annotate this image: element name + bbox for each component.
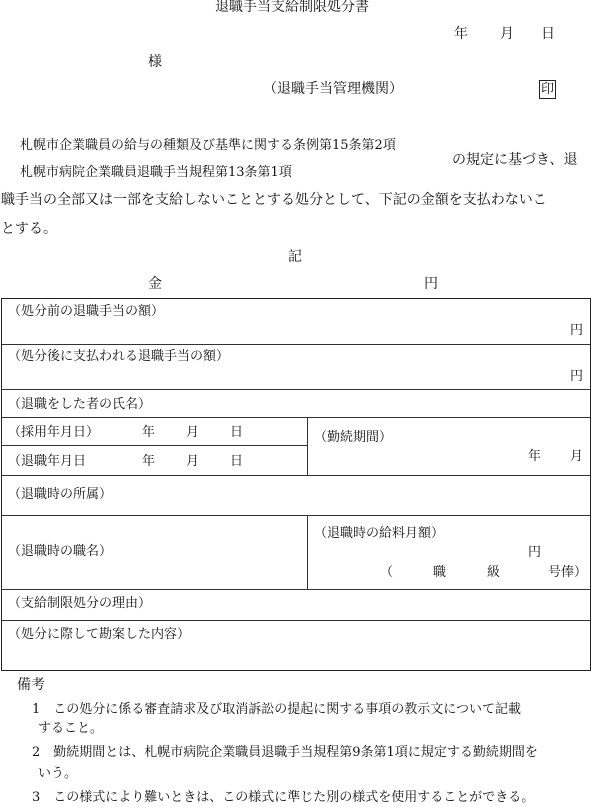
- salary-unit: 円: [528, 545, 542, 560]
- note-3: 3 この様式により難いときは、この様式に準じた別の様式を使用することができる。: [32, 790, 535, 805]
- service-period-label: （勤続期間）: [314, 430, 393, 445]
- retire-month-label: 月: [186, 454, 200, 469]
- addressee-suffix: 様: [148, 54, 162, 70]
- ordinance-line-1: 札幌市企業職員の給与の種類及び基準に関する条例第15条第2項: [20, 138, 396, 153]
- salary-label: （退職時の給料月額）: [314, 526, 445, 541]
- reason-label: （支給制限処分の理由）: [8, 596, 152, 611]
- ordinance-line-2: 札幌市病院企業職員退職手当規程第13条第1項: [20, 165, 292, 180]
- retire-year-label: 年: [142, 454, 156, 469]
- note-2-line-1: 2 勤続期間とは、札幌市病院企業職員退職手当規程第9条第1項に規定する勤続期間を: [32, 745, 538, 760]
- notes-heading: 備考: [17, 677, 45, 693]
- row-divider: [2, 344, 590, 345]
- retire-day-label: 日: [230, 454, 244, 469]
- grade-shoku: 職: [433, 565, 447, 580]
- body-line-2: 職手当の全部又は一部を支給しないこととする処分として、下記の金額を支払わないこ: [1, 192, 547, 208]
- grade-open: （: [380, 565, 394, 580]
- service-month-label: 月: [570, 449, 584, 464]
- retire-date-label: （退職年月日: [8, 454, 87, 469]
- date-day-label: 日: [541, 26, 555, 42]
- based-on-text: の規定に基づき、退: [452, 152, 578, 168]
- grade-gouho: 号俸）: [548, 565, 588, 580]
- affiliation-label: （退職時の所属）: [8, 487, 113, 502]
- date-month-label: 月: [500, 26, 514, 42]
- row-divider: [2, 589, 590, 590]
- note-2-line-2: いう。: [38, 766, 78, 781]
- column-divider: [307, 515, 308, 589]
- hire-day-label: 日: [230, 425, 244, 440]
- document-title: 退職手当支給制限処分書: [215, 0, 369, 15]
- note-1-line-1: 1 この処分に係る審査請求及び取消訴訟の提起に関する事項の教示文について記載: [32, 702, 522, 717]
- agency-label: （退職手当管理機関）: [263, 81, 403, 97]
- hire-year-label: 年: [142, 425, 156, 440]
- column-divider: [307, 417, 308, 475]
- grade-kyu: 級: [487, 565, 501, 580]
- after-amount-label: （処分後に支払われる退職手当の額）: [8, 349, 230, 364]
- amount-label: 金: [148, 276, 162, 292]
- considerations-label: （処分に際して勘案した内容）: [8, 627, 191, 642]
- row-divider: [2, 620, 590, 621]
- before-amount-unit: 円: [570, 323, 584, 338]
- row-divider: [2, 515, 590, 516]
- amount-unit: 円: [424, 276, 438, 292]
- hire-month-label: 月: [186, 425, 200, 440]
- service-year-label: 年: [528, 449, 542, 464]
- row-divider: [2, 389, 590, 390]
- before-amount-label: （処分前の退職手当の額）: [8, 304, 165, 319]
- position-label: （退職時の職名）: [8, 544, 113, 559]
- retiree-name-label: （退職をした者の氏名）: [8, 397, 152, 412]
- row-divider: [2, 475, 590, 476]
- body-line-3: とする。: [1, 221, 57, 237]
- seal-stamp: 印: [540, 82, 554, 97]
- hire-date-label: （採用年月日）: [8, 425, 100, 440]
- after-amount-unit: 円: [570, 369, 584, 384]
- note-1-line-2: すること。: [38, 721, 104, 736]
- row-divider: [2, 445, 307, 446]
- date-year-label: 年: [454, 26, 468, 42]
- row-divider: [2, 417, 590, 418]
- record-heading: 記: [288, 249, 302, 265]
